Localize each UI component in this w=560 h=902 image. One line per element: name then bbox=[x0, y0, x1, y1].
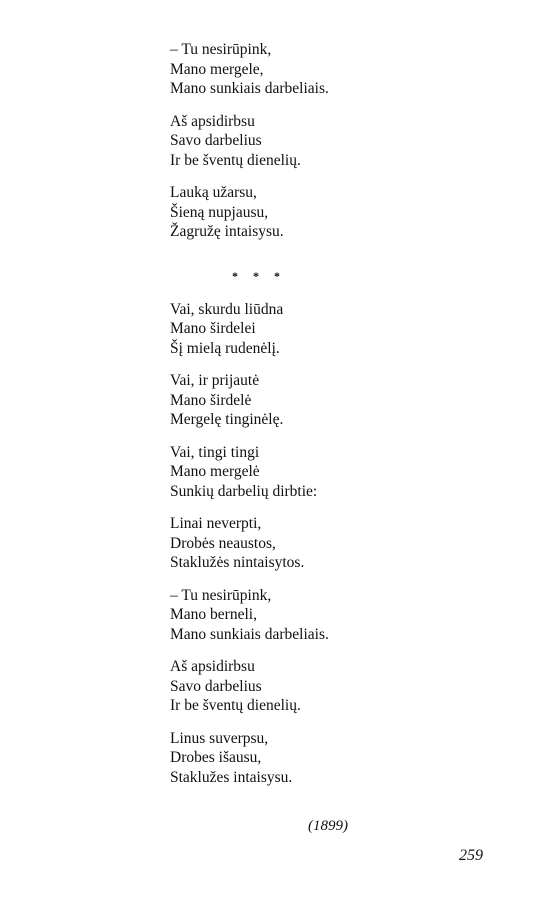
verse-line: Mano berneli, bbox=[170, 606, 257, 623]
verse-line: Drobes išausu, bbox=[170, 749, 262, 766]
page-number: 259 bbox=[459, 847, 483, 864]
verse-line: Vai, skurdu liūdna bbox=[170, 300, 284, 318]
stanza bbox=[170, 657, 470, 716]
verse-line: Mano širdelė bbox=[170, 391, 252, 409]
verse-line: Staklužės nintaisytos. bbox=[170, 554, 305, 571]
verse-line: Staklužes intaisysu. bbox=[170, 768, 293, 786]
stanza bbox=[170, 729, 470, 788]
verse-line: Mano širdelei bbox=[170, 320, 256, 337]
verse-line: – Tu nesirūpink, bbox=[170, 41, 272, 58]
verse-line: Savo darbelius bbox=[170, 677, 262, 695]
verse-line: Vai, ir prijautė bbox=[170, 372, 260, 389]
verse-line: Sunkių darbelių dirbtie: bbox=[170, 482, 318, 500]
verse-line: Žagružę intaisysu. bbox=[170, 223, 284, 240]
verse-line: Linai neverpti, bbox=[170, 515, 262, 532]
verse-line: Mano sunkiais darbeliais. bbox=[170, 625, 329, 643]
verse-line: Lauką užarsu, bbox=[170, 184, 257, 201]
verse-line: Mergelę tinginėlę. bbox=[170, 411, 284, 428]
verse-line: Mano mergelė bbox=[170, 463, 260, 480]
verse-line: Šieną nupjausu, bbox=[170, 203, 269, 221]
verse-line: Šį mielą rudenėlį. bbox=[170, 339, 280, 357]
verse-line: Ir be šventų dienelių. bbox=[170, 151, 301, 169]
stanza bbox=[170, 112, 470, 171]
section-separator: * * * bbox=[232, 268, 286, 283]
stanza bbox=[170, 371, 470, 430]
stanza bbox=[170, 443, 470, 502]
stanza bbox=[170, 514, 470, 573]
verse-line: Aš apsidirbsu bbox=[170, 658, 255, 675]
stanza bbox=[170, 586, 470, 645]
poem-part-1 bbox=[170, 40, 470, 242]
verse-line: Linus suverpsu, bbox=[170, 729, 269, 747]
verse-line: Ir be šventų dienelių. bbox=[170, 697, 301, 714]
verse-line: Drobės neaustos, bbox=[170, 534, 276, 552]
verse-line: Vai, tingi tingi bbox=[170, 443, 260, 461]
verse-line: – Tu nesirūpink, bbox=[170, 586, 272, 604]
poem-date: (1899) bbox=[308, 818, 348, 834]
poem-part-2 bbox=[170, 300, 470, 788]
stanza bbox=[170, 300, 470, 359]
verse-line: Mano mergele, bbox=[170, 60, 264, 78]
verse-line: Mano sunkiais darbeliais. bbox=[170, 80, 329, 97]
verse-line: Savo darbelius bbox=[170, 132, 262, 149]
stanza bbox=[170, 40, 470, 99]
poem-text bbox=[170, 40, 470, 800]
verse-line: Aš apsidirbsu bbox=[170, 112, 255, 130]
stanza bbox=[170, 183, 470, 242]
